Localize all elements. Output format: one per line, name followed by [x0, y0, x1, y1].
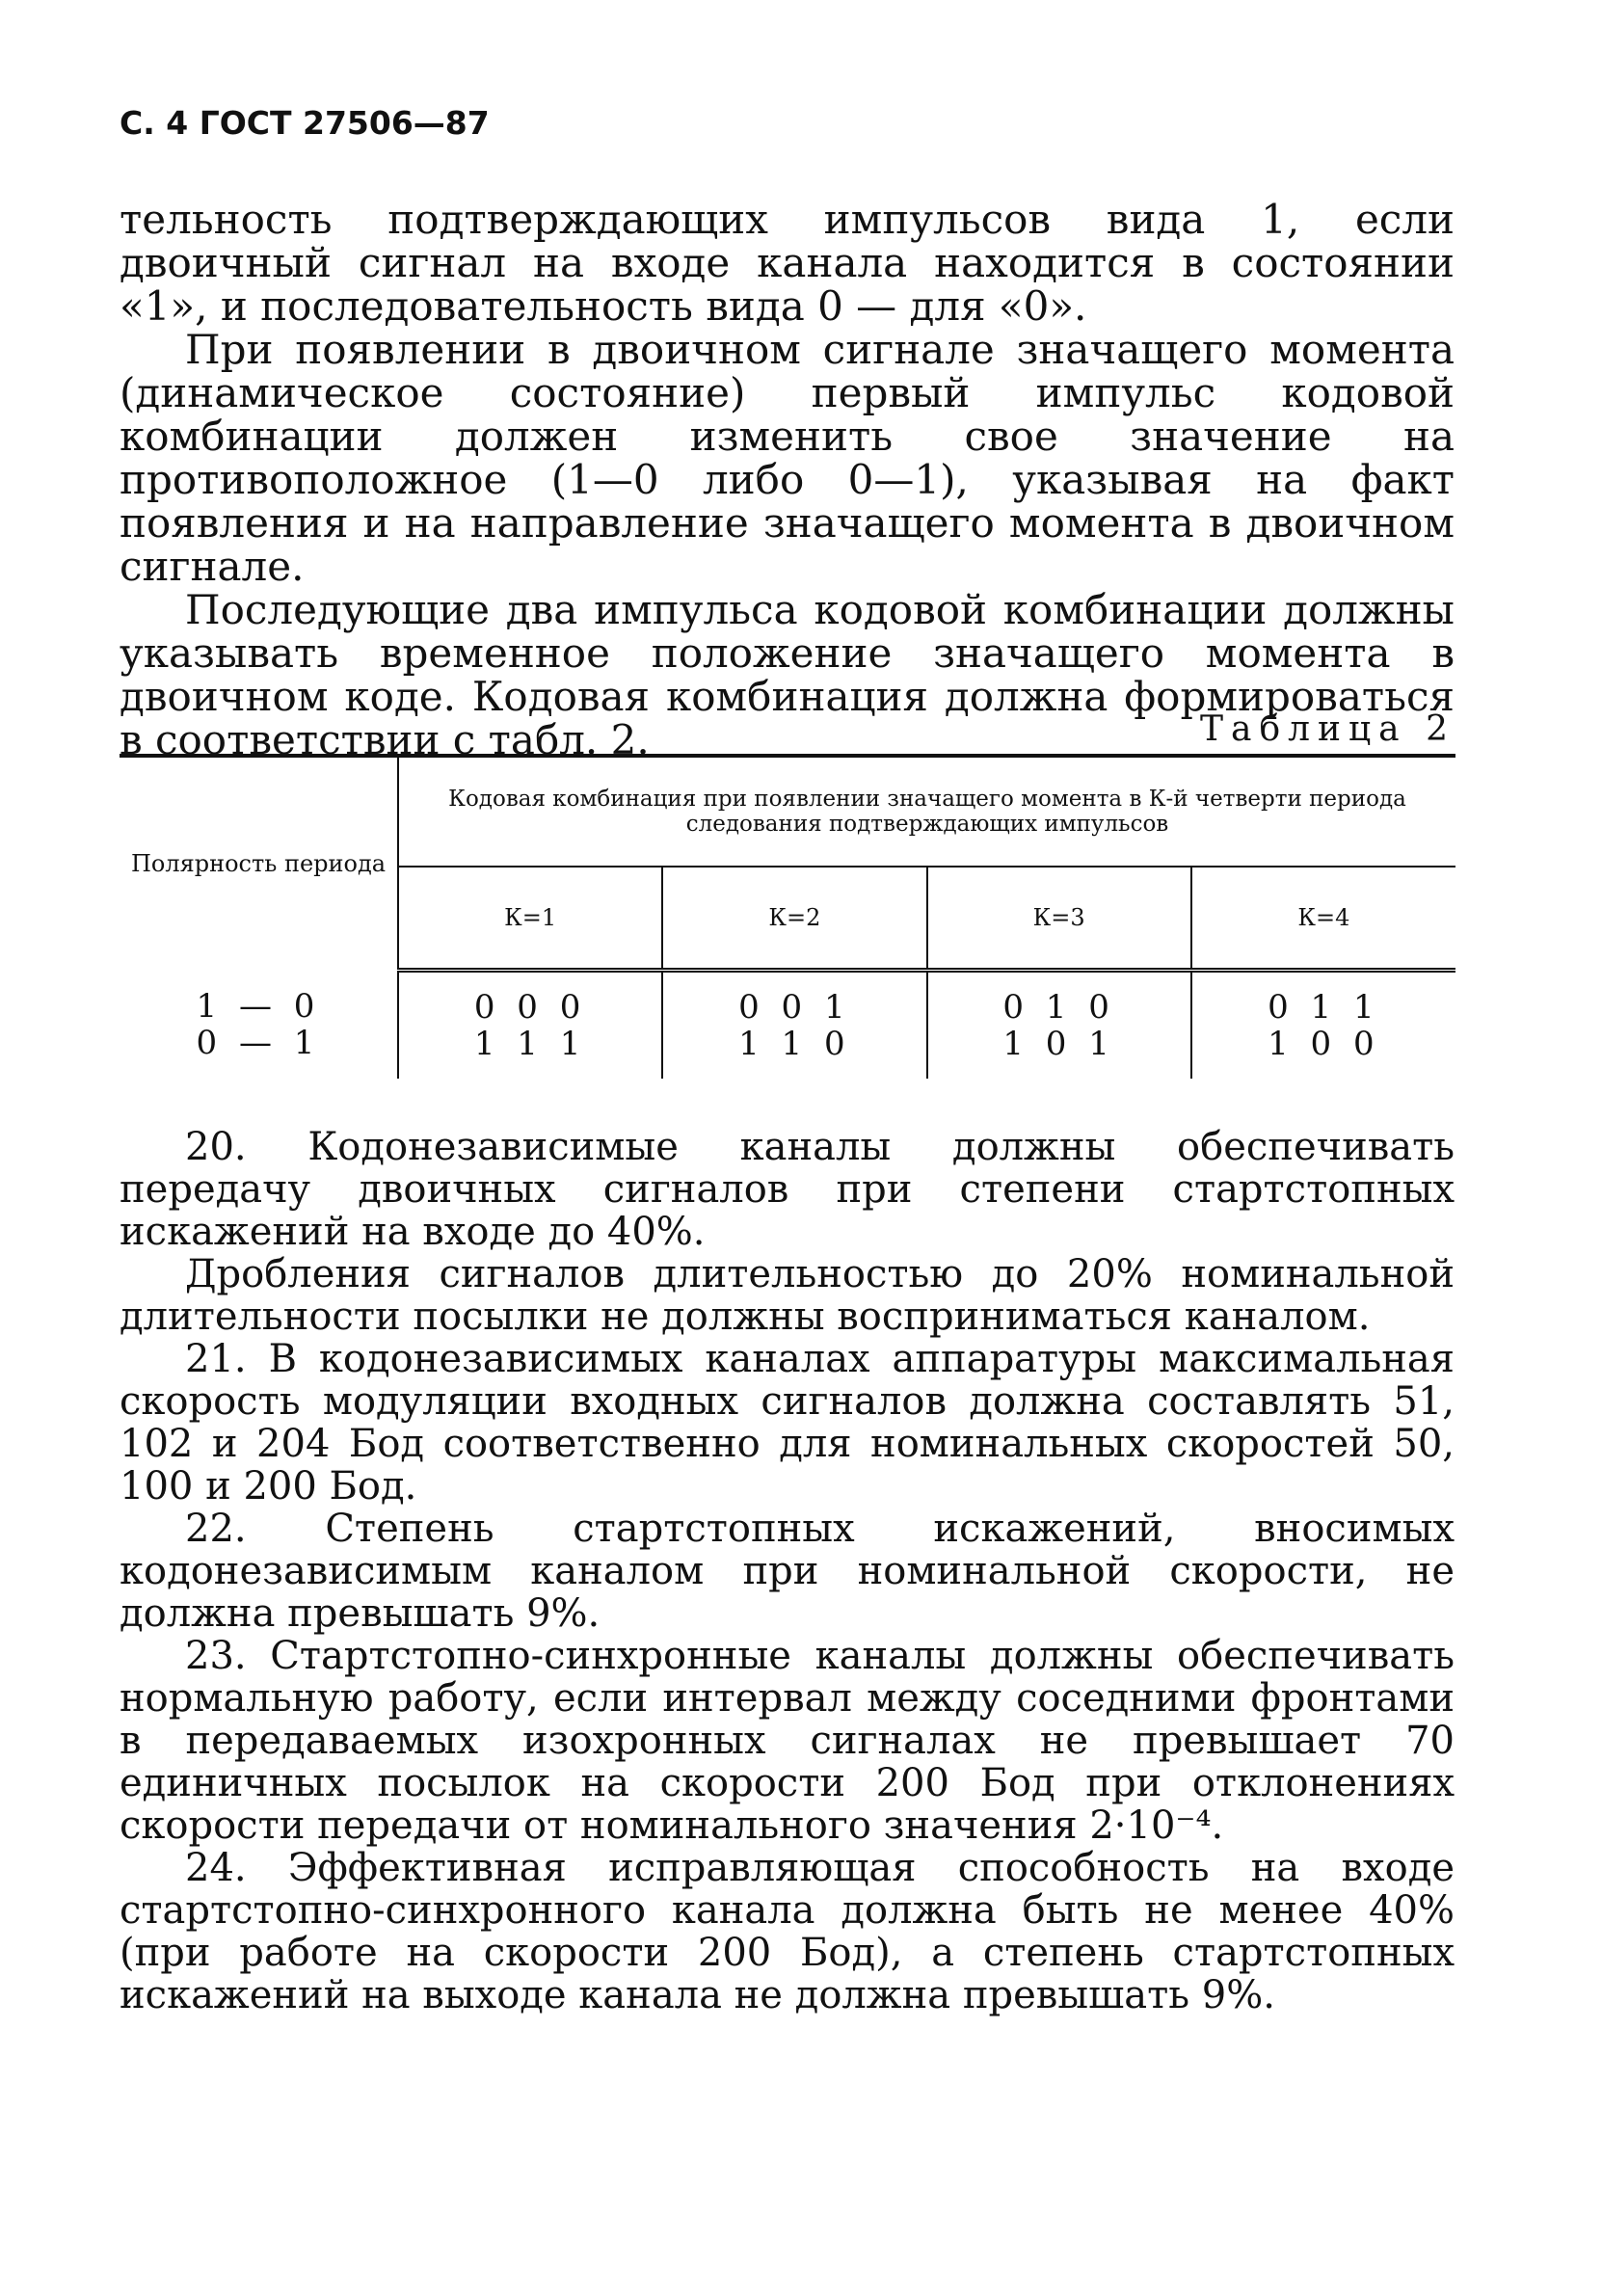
polarity-value: 0 — 1 [196, 1023, 321, 1062]
k-header: К=1 [398, 867, 662, 971]
table-caption: Таблица 2 [1200, 709, 1455, 749]
paragraph-significant-moment: При появлении в двоичном сигнале значащего момента (динамическое состояние) первый импульс кодовой комбинации должен изменить свое значение на противоположное (1—0 либо 0—1), указывая на факт появления и на направление значащего момента в двоичном сигнале. [120, 326, 1455, 590]
code-value: 0 1 0 [1002, 988, 1115, 1027]
code-value: 0 1 1 [1268, 988, 1380, 1027]
lower-text-block [120, 1126, 1455, 2016]
page-header: С. 4 ГОСТ 27506—87 [120, 104, 490, 142]
k-header: К=2 [662, 867, 926, 971]
paragraph-code-combination: Последующие два импульса кодовой комбинации должны указывать временное положение значащего момента в двоичном коде. Кодовая комбинация должна формироваться в соответствии с табл. 2. [120, 586, 1455, 763]
clause-21: 21. В кодонезависимых каналах аппаратуры максимальная скорость модуляции входных сигналов должна составлять 51, 102 и 204 Бод соответственно для номинальных скоростей 50, 100 и 200 Бод. [120, 1337, 1455, 1508]
clause-23: 23. Стартстопно-синхронные каналы должны обеспечивать нормальную работу, если интервал между соседними фронтами в передаваемых изохронных сигналах не превышает 70 единичных посылок на скорости 200 Бод при отклонениях скорости передачи от номинального значения 2·10⁻⁴. [120, 1634, 1455, 1848]
k-header: К=4 [1191, 867, 1455, 971]
table-2 [120, 754, 1455, 1079]
code-cell [927, 971, 1191, 1080]
clause-24: 24. Эффективная исправляющая способность на входе стартстопно-синхронного канала должна быть не менее 40% (при работе на скорости 200 Бод), а степень стартстопных искажений на выходе канала не должна превышать 9%. [120, 1846, 1455, 2017]
clause-20: 20. Кодонезависимые каналы должны обеспечивать передачу двоичных сигналов при степени стартстопных искажений на входе до 40%. [120, 1125, 1455, 1254]
polarity-value: 1 — 0 [196, 986, 321, 1026]
code-value: 0 0 1 [738, 988, 851, 1027]
upper-text-block [120, 198, 1455, 761]
code-value: 0 0 0 [473, 988, 587, 1027]
code-value: 1 1 1 [473, 1025, 587, 1063]
clause-22: 22. Степень стартстопных искажений, вносимых кодонезависимым каналом при номинальной скорости, не должна превышать 9%. [120, 1507, 1455, 1636]
paragraph-fragmentation: Дробления сигналов длительностью до 20% номинальной длительности посылки не должны восприниматься каналом. [120, 1252, 1455, 1339]
polarity-header: Полярность периода [120, 756, 398, 971]
table-row [120, 971, 1455, 1080]
code-value: 1 0 0 [1268, 1025, 1380, 1063]
code-value: 1 1 0 [738, 1025, 851, 1063]
code-combination-header: Кодовая комбинация при появлении значащего момента в К-й четверти периода следования подтверждающих импульсов [398, 756, 1455, 867]
code-cell [1191, 971, 1455, 1080]
polarity-cell [120, 971, 398, 1080]
k-header: К=3 [927, 867, 1191, 971]
code-value: 1 0 1 [1002, 1025, 1115, 1063]
paragraph-continuation: тельность подтверждающих импульсов вида 1, если двоичный сигнал на входе канала находится в состоянии «1», и последовательность вида 0 — для «0». [120, 196, 1455, 330]
code-cell [662, 971, 926, 1080]
code-cell [398, 971, 662, 1080]
